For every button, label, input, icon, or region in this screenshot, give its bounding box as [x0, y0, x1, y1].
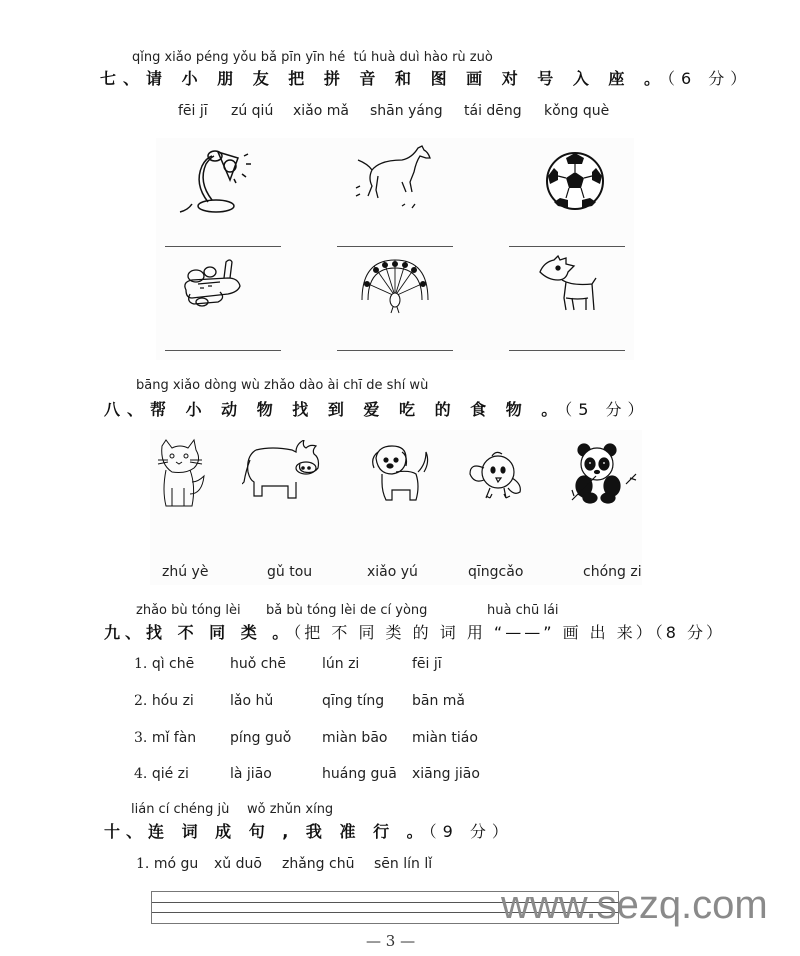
answer-line-6[interactable] — [509, 350, 625, 351]
row-4-word-3[interactable]: huáng guā — [322, 766, 397, 782]
word-xiaoma: xiǎo mǎ — [293, 103, 349, 119]
food-qingcao: qīngcǎo — [468, 564, 524, 580]
row-4 — [134, 766, 189, 782]
row-1-word-4[interactable]: fēi jī — [412, 656, 442, 672]
row-2-number: 2. — [134, 693, 148, 709]
section10-score: （9 分） — [428, 822, 514, 841]
section9-word-rows — [134, 656, 534, 796]
horse-icon — [354, 144, 434, 214]
row-2-word-1[interactable]: hóu zi — [151, 693, 194, 709]
item-1-word-2: xǔ duō — [214, 856, 262, 872]
section9-pinyin-a: zhǎo bù tóng lèi — [136, 603, 241, 618]
puppy-picture — [368, 444, 434, 506]
row-4-word-1[interactable]: qié zi — [151, 766, 189, 782]
row-1-word-1[interactable]: qì chē — [151, 656, 195, 672]
goat-icon — [536, 254, 602, 316]
food-gutou: gǔ tou — [267, 564, 313, 580]
airplane-picture — [180, 256, 244, 312]
word-kongque: kǒng què — [544, 103, 610, 119]
chick-icon — [468, 450, 524, 510]
goat-picture — [536, 254, 602, 316]
answer-line-3[interactable] — [509, 246, 625, 247]
cow-picture — [242, 440, 322, 504]
panda-icon — [570, 442, 638, 506]
food-chongzi: chóng zi — [583, 564, 642, 580]
soccer-ball-picture — [544, 150, 606, 212]
row-4-word-4[interactable]: xiāng jiāo — [412, 766, 480, 782]
chick-picture — [468, 450, 524, 510]
watermark: www.sezq.com — [501, 883, 768, 927]
row-3-word-1[interactable]: mǐ fàn — [151, 730, 197, 746]
section9-score: （8 分） — [654, 623, 726, 642]
row-3-word-3[interactable]: miàn bāo — [322, 730, 388, 746]
row-2-word-3[interactable]: qīng tíng — [322, 693, 385, 709]
answer-line-4[interactable] — [165, 350, 281, 351]
section7-picture-grid — [156, 138, 634, 360]
row-1-word-2[interactable]: huǒ chē — [230, 656, 286, 672]
desk-lamp-picture — [178, 146, 258, 216]
puppy-icon — [368, 444, 434, 506]
food-xiaoyu: xiǎo yú — [367, 564, 418, 580]
peacock-picture — [360, 256, 430, 316]
item-1-word-4: sēn lín lǐ — [374, 856, 433, 872]
row-4-number: 4. — [134, 766, 148, 782]
row-1-word-3[interactable]: lún zi — [322, 656, 360, 672]
soccer-ball-icon — [544, 150, 606, 212]
row-3-word-4[interactable]: miàn tiáo — [412, 730, 478, 746]
section7-title — [100, 66, 752, 89]
panda-picture — [570, 442, 638, 506]
section8-title-text: 八、帮 小 动 物 找 到 爱 吃 的 食 物 。 — [104, 400, 565, 419]
answer-line-2[interactable] — [337, 246, 453, 247]
row-1-number: 1. — [134, 656, 148, 672]
section8-pinyin: bāng xiǎo dòng wù zhǎo dào ài chī de shí wù — [136, 378, 429, 393]
section9-pinyin-b: bǎ bù tóng lèi de cí yòng — [266, 603, 428, 618]
section8-title — [104, 397, 650, 420]
word-taideng: tái dēng — [464, 103, 522, 119]
cat-icon — [156, 438, 206, 510]
section10-pinyin-a: lián cí chéng jù — [131, 802, 230, 817]
desk-lamp-icon — [178, 146, 258, 216]
section9-title-text: 九、找 不 同 类 。 — [104, 623, 294, 642]
word-zuqiu: zú qiú — [231, 103, 274, 119]
section7-word-bank — [178, 103, 628, 123]
section7-title-text: 七、请 小 朋 友 把 拼 音 和 图 画 对 号 入 座 。 — [100, 69, 667, 88]
row-3-number: 3. — [134, 730, 148, 746]
answer-line-1[interactable] — [165, 246, 281, 247]
row-2 — [134, 693, 194, 709]
section7-pinyin: qǐng xiǎo péng yǒu bǎ pīn yīn hé tú huà duì hào rù zuò — [132, 50, 493, 65]
peacock-icon — [360, 256, 430, 316]
food-zhuye: zhú yè — [162, 564, 209, 580]
item-1-word-1: mó gu — [153, 856, 199, 872]
row-2-word-2[interactable]: lǎo hǔ — [230, 693, 274, 709]
row-3 — [134, 730, 196, 746]
page-number: — 3 — — [366, 932, 416, 950]
section10-pinyin-b: wǒ zhǔn xíng — [247, 802, 334, 817]
row-2-word-4[interactable]: bān mǎ — [412, 693, 466, 709]
section9-instruction: （把 不 同 类 的 词 用 “——” 画 出 来） — [293, 623, 655, 642]
answer-line-5[interactable] — [337, 350, 453, 351]
section9-title — [104, 620, 725, 643]
section9-pinyin-c: huà chū lái — [487, 603, 559, 618]
item-1-number: 1. — [136, 856, 150, 872]
section8-matching-area — [150, 430, 642, 585]
section10-item-1 — [136, 856, 198, 872]
section10-title — [104, 819, 514, 842]
row-3-word-2[interactable]: píng guǒ — [230, 730, 292, 746]
row-4-word-2[interactable]: là jiāo — [230, 766, 272, 782]
cat-picture — [156, 438, 206, 510]
word-feiji: fēi jī — [178, 103, 208, 119]
row-1 — [134, 656, 194, 672]
cow-icon — [242, 440, 322, 504]
section10-title-text: 十、连 词 成 句 , 我 准 行 。 — [104, 822, 429, 841]
item-1-word-3: zhǎng chū — [282, 856, 355, 872]
section8-score: （5 分） — [564, 400, 650, 419]
section7-score: （6 分） — [667, 69, 753, 88]
airplane-icon — [180, 256, 244, 312]
horse-picture — [354, 144, 434, 214]
word-shanyang: shān yáng — [370, 103, 443, 119]
